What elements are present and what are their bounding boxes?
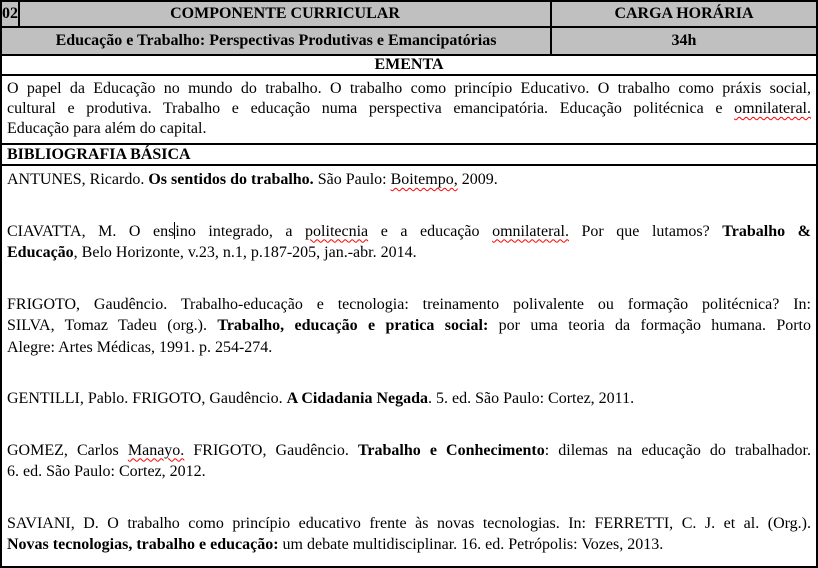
text-line: CIAVATTA, M. O ensino integrado, a politecnia e a educação omnilateral. Por que lutamos? Trabalho &	[7, 222, 812, 240]
component-label: COMPONENTE CURRICULAR	[20, 2, 552, 26]
ementa-heading-row	[2, 56, 816, 76]
bibliography-entry	[7, 440, 811, 483]
text-line: FRIGOTO, Gaudêncio. Trabalho-educação e tecnologia: treinamento polivalente ou formação politécnica? In:	[7, 295, 811, 313]
course-name: Educação e Trabalho: Perspectivas Produtivas e Emancipatórias	[2, 28, 552, 54]
bibliography-entry	[7, 294, 811, 359]
bibliography-heading: BIBLIOGRAFIA BÁSICA	[7, 145, 191, 163]
bibliography-entry	[7, 169, 811, 191]
bibliography-entry	[7, 513, 811, 556]
spellcheck-underline: omnilateral.	[492, 222, 569, 240]
text-line: 6. ed. São Paulo: Cortez, 2012.	[7, 463, 206, 480]
text-line: GOMEZ, Carlos Manayo. FRIGOTO, Gaudêncio. Trabalho e Conhecimento: dilemas na educação do trabalhador.	[7, 441, 811, 459]
bibliography-entries	[2, 166, 816, 566]
course-row	[2, 28, 816, 56]
hours-label: CARGA HORÁRIA	[614, 5, 754, 22]
text-line: SAVIANI, D. O trabalho como princípio educativo frente às novas tecnologias. In: FERRETTI, C. J. et al. (Org.).	[7, 514, 811, 532]
bibliography-entry	[7, 388, 811, 410]
text-line: GENTILLI, Pablo. FRIGOTO, Gaudêncio. A Cidadania Negada. 5. ed. São Paulo: Cortez, 2011.	[7, 390, 635, 407]
bibliography-heading-row	[2, 145, 816, 166]
text-line: cultural e produtiva. Trabalho e educação numa perspectiva emancipatória. Educação politécnica e omnilateral.	[7, 100, 811, 117]
spellcheck-underline: omnilateral.	[734, 100, 811, 117]
text-line: Educação, Belo Horizonte, v.23, n.1, p.187-205, jan.-abr. 2014.	[7, 244, 417, 261]
spellcheck-underline: politecnia	[305, 222, 369, 240]
text-line: Alegre: Artes Médicas, 1991. p. 254-274.	[7, 338, 273, 356]
text-line: ANTUNES, Ricardo. Os sentidos do trabalho. São Paulo: Boitempo, 2009.	[7, 171, 498, 188]
spellcheck-underline: Manayo.	[127, 441, 185, 459]
text-line: Novas tecnologias, trabalho e educação: um debate multidisciplinar. 16. ed. Petrópolis: Vozes, 2013.	[7, 536, 664, 553]
hours-value: 34h	[671, 32, 697, 49]
text-line: O papel da Educação no mundo do trabalho. O trabalho como princípio Educativo. O trabalho como práxis social,	[7, 80, 811, 97]
component-number: 02	[2, 2, 20, 26]
ementa-heading: EMENTA	[374, 56, 444, 73]
text-line: SILVA, Tomaz Tadeu (org.). Trabalho, educação e pratica social: por uma teoria da formação humana. Porto	[7, 317, 812, 334]
text-line: Educação para além do capital.	[7, 120, 207, 137]
ementa-paragraph	[2, 76, 816, 145]
header-row	[2, 2, 816, 28]
bibliography-entry	[7, 221, 811, 264]
spellcheck-underline: Boitempo,	[390, 171, 458, 188]
